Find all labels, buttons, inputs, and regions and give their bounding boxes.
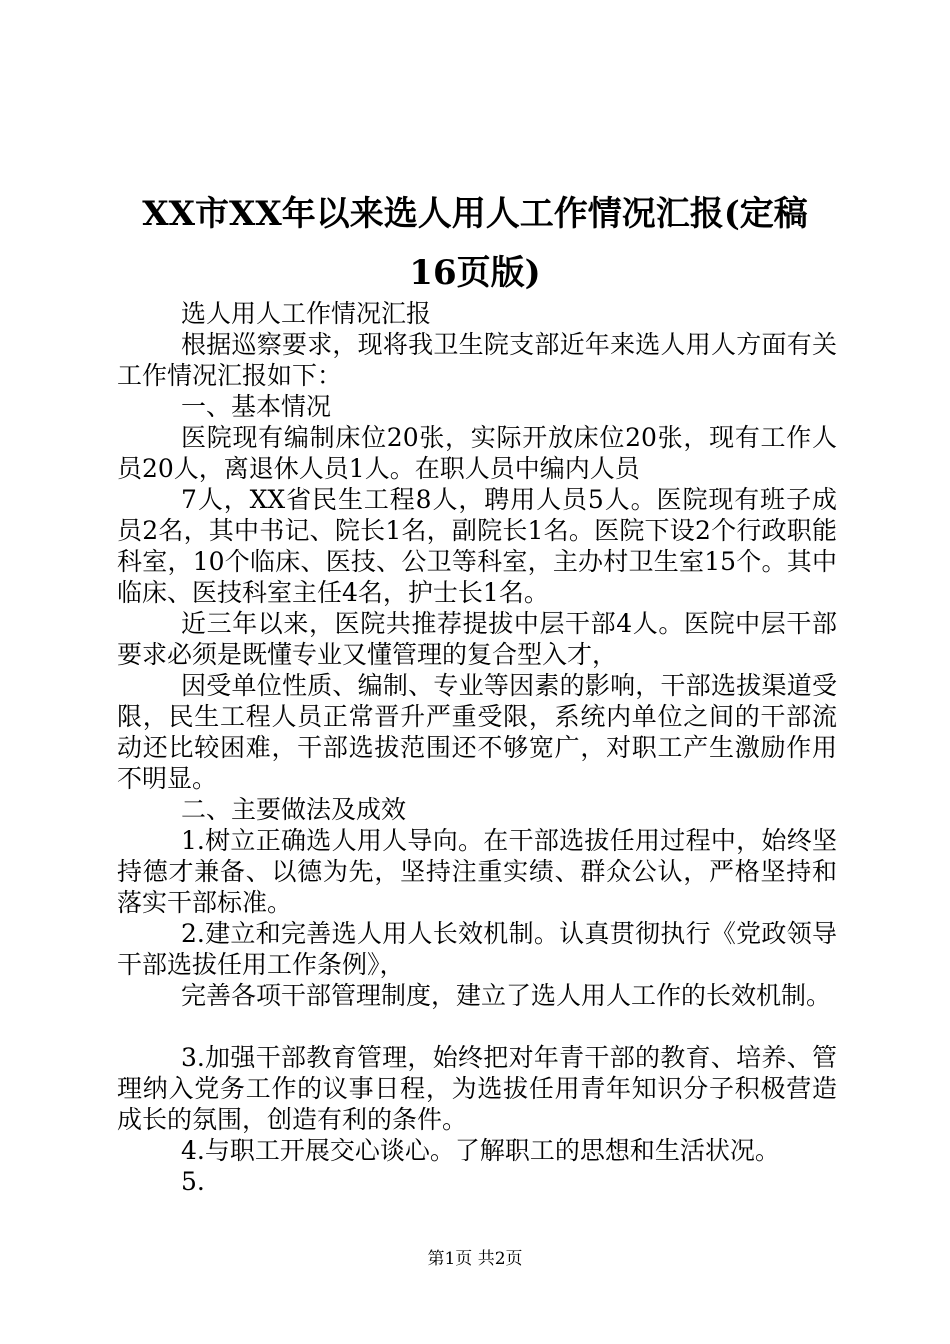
blank-line (117, 1011, 837, 1042)
paragraph-item-1: 1.树立正确选人用人导向。在干部选拔任用过程中，始终坚持德才兼备、以德为先，坚持注重实绩、群众公认，严格坚持和落实干部标准。 (117, 826, 837, 917)
paragraph-staff: 医院现有编制床位20张，实际开放床位20张，现有工作人员20人，离退休人员1人。在职人员中编内人员 (117, 423, 837, 483)
paragraph-item-3: 3.加强干部教育管理，始终把对年青干部的教育、培养、管理纳入党务工作的议事日程，为选拔任用青年知识分子积极营造成长的氛围，创造有利的条件。 (117, 1043, 837, 1134)
section-heading-basic: 一、基本情况 (181, 392, 332, 421)
paragraph-intro: 根据巡察要求，现将我卫生院支部近年来选人用人方面有关工作情况汇报如下： (117, 330, 837, 390)
paragraph-heading: 选人用人工作情况汇报 (181, 299, 432, 328)
paragraph-item-2: 2.建立和完善选人用人长效机制。认真贯彻执行《党政领导干部选拔任用工作条例》， (117, 919, 837, 979)
page-footer: 第1页 共2页 (427, 1249, 523, 1269)
paragraph-item-5: 5. (181, 1167, 205, 1196)
paragraph-constraints: 因受单位性质、编制、专业等因素的影响，干部选拔渠道受限，民生工程人员正常晋升严重受限，系统内单位之间的干部流动还比较困难，干部选拔范围还不够宽广，对职工产生激励作用不明显。 (117, 671, 837, 793)
paragraph-item-4: 4.与职工开展交心谈心。了解职工的思想和生活状况。 (181, 1136, 780, 1165)
paragraph-item-2-cont: 完善各项干部管理制度，建立了选人用人工作的长效机制。 (181, 981, 832, 1010)
section-heading-practices: 二、主要做法及成效 (181, 795, 407, 824)
document-title-line-1: XX市XX年以来选人用人工作情况汇报(定稿 (142, 194, 808, 234)
paragraph-promotion: 近三年以来，医院共推荐提拔中层干部4人。医院中层干部要求必须是既懂专业又懂管理的复合型入才， (117, 609, 837, 669)
document-body (117, 298, 837, 1197)
document-title-line-2: 16页版) (409, 253, 541, 293)
paragraph-structure: 7人，XX省民生工程8人，聘用人员5人。医院现有班子成员2名，其中书记、院长1名，副院长1名。医院下设2个行政职能科室，10个临床、医技、公卫等科室，主办村卫生室15个。其中临床、医技科室主任4名，护士长1名。 (117, 485, 837, 607)
